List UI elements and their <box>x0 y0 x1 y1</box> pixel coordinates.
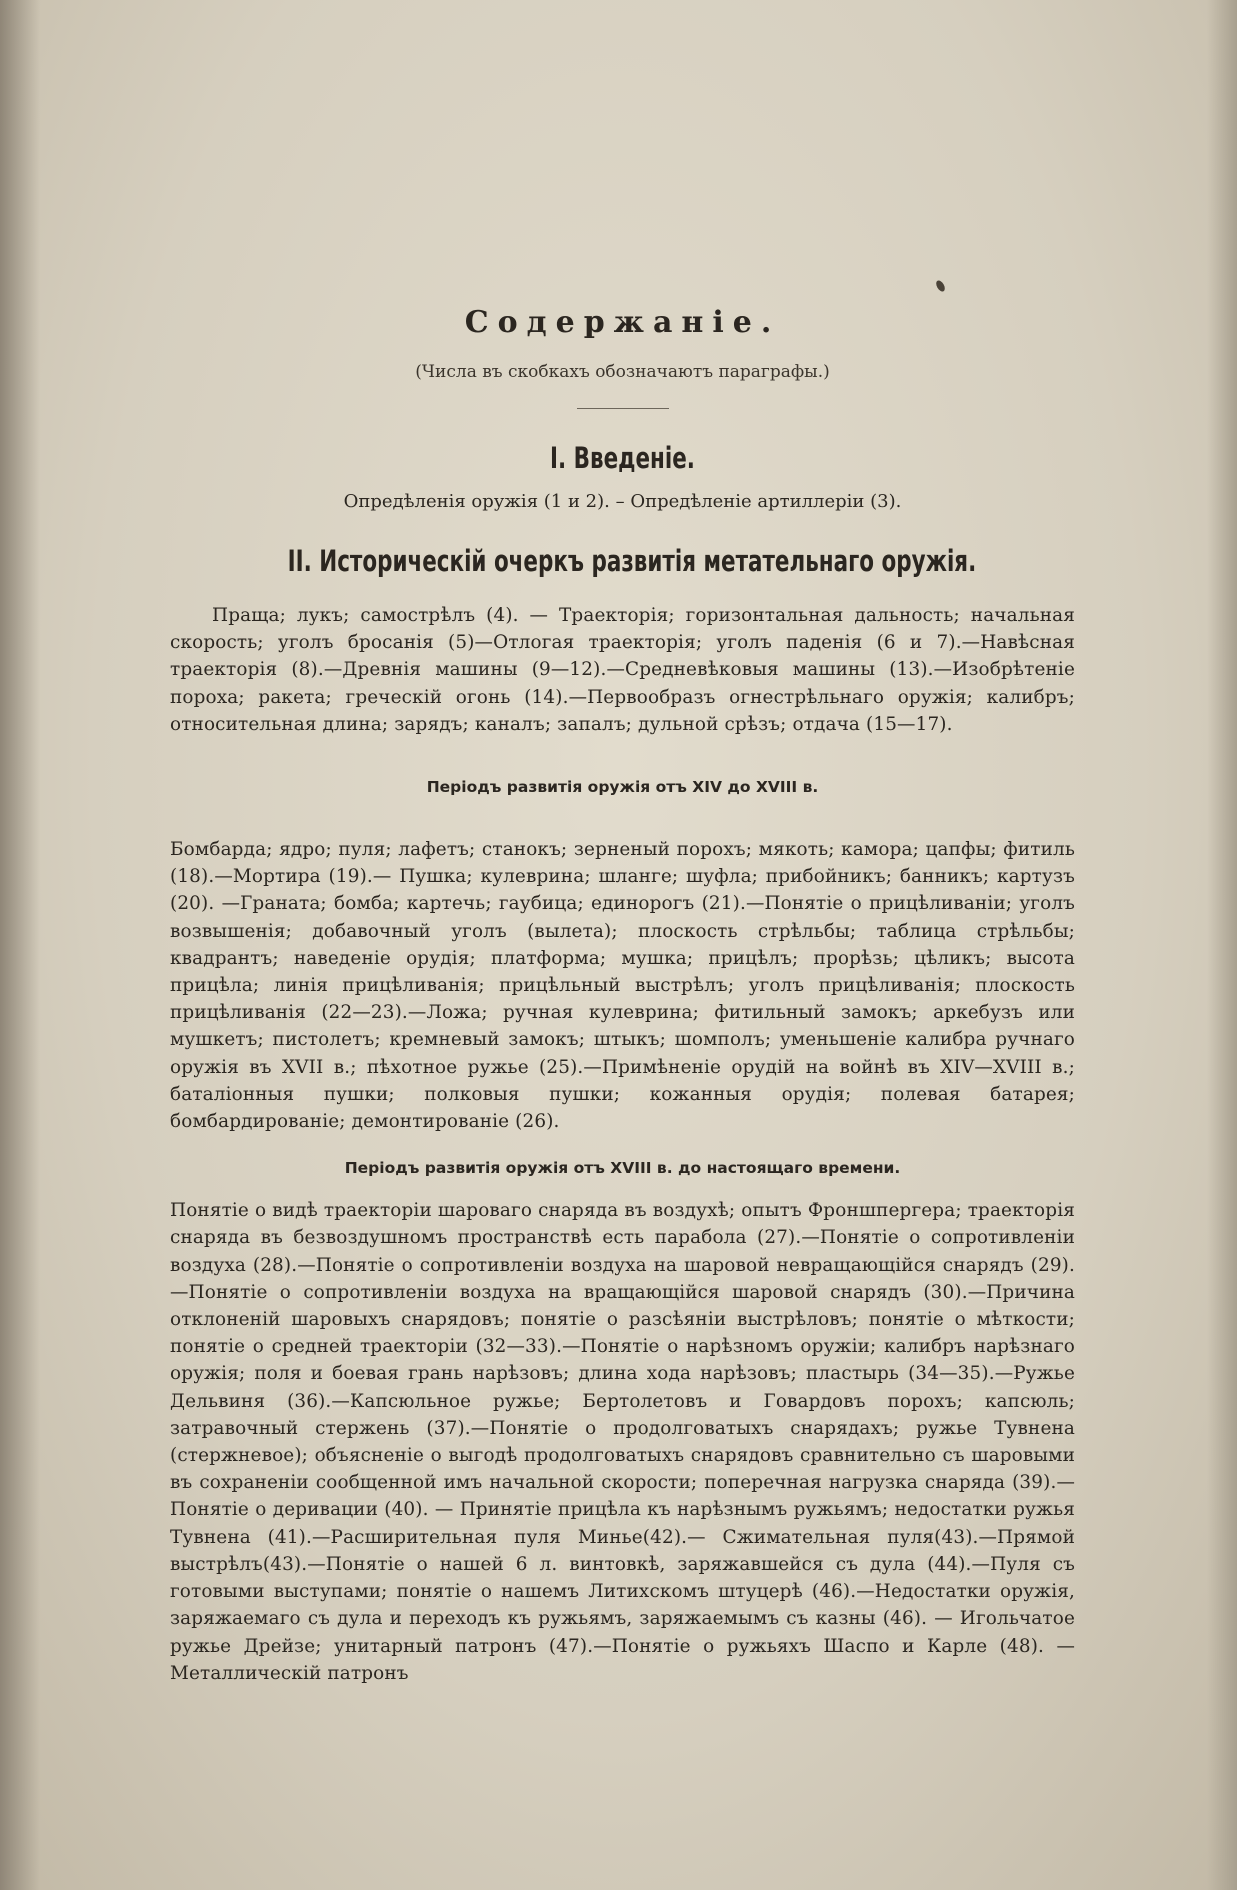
period-heading-14-18: Періодъ развитія оружія отъ XIV до XVIII в. <box>426 778 819 797</box>
period-text-18-present: Понятіе о видѣ траекторіи шароваго снаряда въ воздухѣ; опытъ Фроншпергера; траекторія снаряда въ безвоздушномъ пространствѣ есть парабола (27).—Понятіе о сопротивленіи воздуха (28).—Понятіе о сопротивленіи воздуха на шаровой невращающійся снарядъ (29).—Понятіе о сопротивленіи воздуха на вращающійся шаровой снарядъ (30).—Причина отклоненій шаровыхъ снарядовъ; понятіе о разсѣяніи выстрѣловъ; понятіе о мѣткости; понятіе о средней траекторіи (32—33).—Понятіе о нарѣзномъ оружіи; калибръ нарѣзнаго оружія; поля и боевая грань нарѣзовъ; длина хода нарѣзовъ; пластырь (34—35).—Ружье Дельвиня (36).—Капсюльное ружье; Бертолетовъ и Говардовъ порохъ; капсюль; затравочный стержень (37).—Понятіе о продолговатыхъ снарядахъ; ружье Тувнена (стержневое); объясненіе о выгодѣ продолговатыхъ снарядовъ сравнительно съ шаровыми въ сохраненіи сообщенной имъ начальной скорости; поперечная нагрузка снаряда (39).—Понятіе о деривации (40). — Принятіе прицѣла къ нарѣзнымъ ружьямъ; недостатки ружья Тувнена (41).—Расширительная пуля Миньe(42).— Сжимательная пуля(43).—Прямой выстрѣлъ(43).—Понятіе о нашей 6 л. винтовкѣ, заряжавшейся съ дула (44).—Пуля съ готовыми выступами; понятіе о нашемъ Литихскомъ штуцерѣ (46).—Недостатки оружія, заряжаемаго съ дула и переходъ къ ружьямъ, заряжаемымъ съ казны (46). — Игольчатое ружье Дрейзе; унитарный патронъ (47).—Понятіе о ружьяхъ Шаспо и Карле (48). — Металлическій патронъ <box>170 1200 1075 1684</box>
section-heading-introduction: I. Введеніе. <box>550 441 695 475</box>
period-heading-18-present: Періодъ развитія оружія отъ XVIII в. до настоящаго времени. <box>344 1159 901 1178</box>
section-heading-history: II. Историческій очеркъ развитія метательнаго оружія. <box>287 544 977 578</box>
page-subtitle: (Числа въ скобкахъ обозначаютъ параграфы.) <box>415 362 830 382</box>
ink-spot <box>934 279 946 293</box>
divider <box>577 408 669 409</box>
section-introduction-text: Опредѣленія оружія (1 и 2). – Опредѣленіе артиллеріи (3). <box>343 491 902 512</box>
section-history-text: Праща; лукъ; самострѣлъ (4). — Траекторія; горизонтальная дальность; начальная скорость; уголъ бросанія (5)—Отлогая траекторія; уголъ паденія (6 и 7).—Навѣсная траекторія (8).—Древнія машины (9—12).—Средневѣковыя машины (13).—Изобрѣтеніе пороха; ракета; греческій огонь (14).—Первообразъ огнестрѣльнаго оружія; калибръ; относительная длина; зарядъ; каналъ; запалъ; дульной срѣзъ; отдача (15—17). <box>170 605 1075 735</box>
page-title: Содержаніе. <box>464 305 781 340</box>
period-text-14-18: Бомбарда; ядро; пуля; лафетъ; станокъ; зерненый порохъ; мякоть; камора; цапфы; фитиль (18).—Мортира (19).— Пушка; кулеврина; шланге; шуфла; прибойникъ; банникъ; картузъ (20). —Граната; бомба; картечь; гаубица; единорогъ (21).—Понятіе о прицѣливаніи; уголъ возвышенія; добавочный уголъ (вылета); плоскость стрѣльбы; таблица стрѣльбы; квадрантъ; наведеніе орудія; платформа; мушка; прицѣлъ; прорѣзь; цѣликъ; высота прицѣла; линія прицѣливанія; прицѣльный выстрѣлъ; уголъ прицѣливанія; плоскость прицѣливанія (22—23).—Ложа; ручная кулеврина; фитильный замокъ; аркебузъ или мушкетъ; пистолетъ; кремневый замокъ; штыкъ; шомполъ; уменьшеніе калибра ручнаго оружія въ XVII в.; пѣхотное ружье (25).—Примѣненіе орудій на войнѣ въ XIV—XVIII в.; баталіонныя пушки; полковыя пушки; кожанныя орудія; полевая батарея; бомбардированіе; демонтированіе (26). <box>170 839 1075 1133</box>
table-of-contents <box>170 305 1075 1687</box>
